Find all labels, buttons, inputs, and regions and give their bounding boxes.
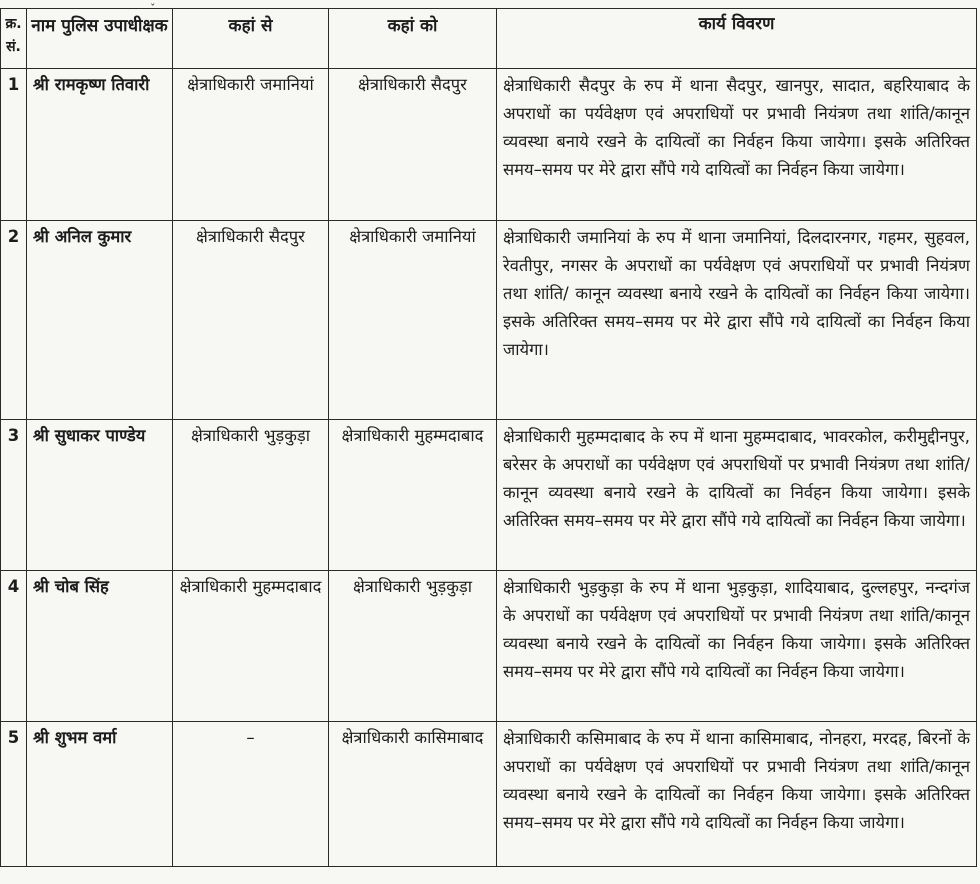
top-mark: ˇ [150,2,156,15]
row-description: क्षेत्राधिकारी कसिमाबाद के रुप में थाना कासिमाबाद, नोनहरा, मरदह, बिरनों के अपराधों का पर्यवेक्षण एवं अपराधियों पर प्रभावी नियंत्रण तथा शांति/कानून व्यवस्था बनाये रखने के दायित्वों का निर्वहन किया जायेगा। इसके अतिरिक्त समय–समय पर मेरे द्वारा सौंपे गये दायित्वों का निर्वहन किया जायेगा। [497,722,977,867]
table-row [1,571,977,722]
row-from: – [173,722,329,867]
row-serial: 3 [1,420,27,571]
row-name: श्री सुधाकर पाण्डेय [27,420,173,571]
row-description: क्षेत्राधिकारी भुड़कुड़ा के रुप में थाना भुड़कुड़ा, शादियाबाद, दुल्लहपुर, नन्दगंज के अपराधों का पर्यवेक्षण एवं अपराधियों पर प्रभावी नियंत्रण तथा शांति/कानून व्यवस्था बनाये रखने के दायित्वों का निर्वहन किया जायेगा। इसके अतिरिक्त समय–समय पर मेरे द्वारा सौंपे गये दायित्वों का निर्वहन किया जायेगा। [497,571,977,722]
row-description: क्षेत्राधिकारी सैदपुर के रुप में थाना सैदपुर, खानपुर, सादात, बहरियाबाद के अपराधों का पर्यवेक्षण एवं अपराधियों पर प्रभावी नियंत्रण तथा शांति/कानून व्यवस्था बनाये रखने के दायित्वों का निर्वहन किया जायेगा। इसके अतिरिक्त समय–समय पर मेरे द्वारा सौंपे गये दायित्वों का निर्वहन किया जायेगा। [497,69,977,221]
row-to: क्षेत्राधिकारी सैदपुर [329,69,497,221]
row-name: श्री चोब सिंह [27,571,173,722]
row-name: श्री अनिल कुमार [27,221,173,420]
row-from: क्षेत्राधिकारी सैदपुर [173,221,329,420]
row-to: क्षेत्राधिकारी कासिमाबाद [329,722,497,867]
header-to: कहां को [329,9,497,69]
row-description: क्षेत्राधिकारी जमानियां के रुप में थाना जमानियां, दिलदारनगर, गहमर, सुहवल, रेवतीपुर, नगसर के अपराधों का पर्यवेक्षण एवं अपराधियों पर प्रभावी नियंत्रण तथा शांति/ कानून व्यवस्था बनाये रखने के दायित्वों का निर्वहन किया जायेगा। इसके अतिरिक्त समय–समय पर मेरे द्वारा सौंपे गये दायित्वों का निर्वहन किया जायेगा। [497,221,977,420]
header-description: कार्य विवरण [497,9,977,69]
row-to: क्षेत्राधिकारी मुहम्मदाबाद [329,420,497,571]
table-row [1,221,977,420]
row-from: क्षेत्राधिकारी जमानियां [173,69,329,221]
table-row [1,420,977,571]
row-serial: 2 [1,221,27,420]
row-serial: 4 [1,571,27,722]
row-from: क्षेत्राधिकारी भुड़कुड़ा [173,420,329,571]
table-row [1,69,977,221]
table-row [1,722,977,867]
row-to: क्षेत्राधिकारी जमानियां [329,221,497,420]
header-name: नाम पुलिस उपाधीक्षक [27,9,173,69]
row-to: क्षेत्राधिकारी भुड़कुड़ा [329,571,497,722]
row-from: क्षेत्राधिकारी मुहम्मदाबाद [173,571,329,722]
header-row [1,9,977,69]
row-name: श्री रामकृष्ण तिवारी [27,69,173,221]
row-description: क्षेत्राधिकारी मुहम्मदाबाद के रुप में थाना मुहम्मदाबाद, भावरकोल, करीमुद्दीनपुर, बरेसर के अपराधों का पर्यवेक्षण एवं अपराधियों पर प्रभावी नियंत्रण तथा शांति/कानून व्यवस्था बनाये रखने के दायित्वों का निर्वहन किया जायेगा। इसके अतिरिक्त समय–समय पर मेरे द्वारा सौंपे गये दायित्वों का निर्वहन किया जायेगा। [497,420,977,571]
row-name: श्री शुभम वर्मा [27,722,173,867]
header-from: कहां से [173,9,329,69]
transfer-table [0,8,977,867]
row-serial: 1 [1,69,27,221]
row-serial: 5 [1,722,27,867]
header-serial: क्र. सं. [1,9,27,69]
